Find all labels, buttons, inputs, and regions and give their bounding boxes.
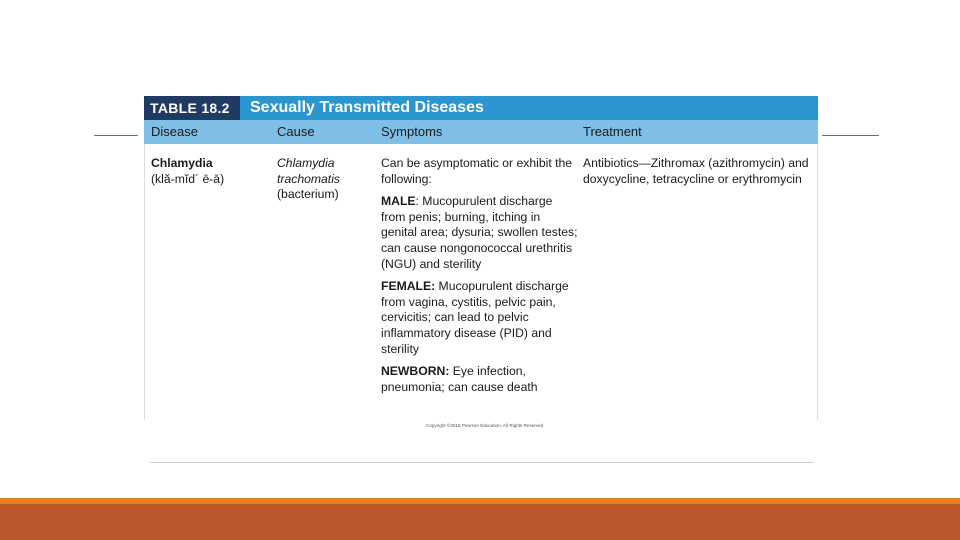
footer-band <box>0 504 960 540</box>
symptoms-male <box>381 194 579 272</box>
copyright-notice: Copyright ©2015 Pearson Education, All Rights Reserved <box>426 423 544 428</box>
cause-cell <box>277 156 377 203</box>
newborn-label: NEWBORN: <box>381 364 450 379</box>
table-title: Sexually Transmitted Diseases <box>250 99 484 116</box>
symptoms-female <box>381 279 579 357</box>
table-row <box>144 144 818 420</box>
female-text: Mucopurulent discharge from vagina, cystitis, pelvic pain, cervicitis; can lead to pelvic inflammatory disease (PID) and sterility <box>381 279 569 356</box>
header-disease: Disease <box>151 124 198 139</box>
disease-cell <box>151 156 271 187</box>
cause-type: (bacterium) <box>277 187 339 202</box>
male-label: MALE <box>381 194 416 209</box>
header-treatment: Treatment <box>583 124 642 139</box>
table-bottom-rule <box>150 462 814 463</box>
newborn-text: Eye infection, pneumonia; can cause death <box>381 364 538 394</box>
female-label: FEMALE: <box>381 279 436 294</box>
cause-genus: Chlamydia <box>277 156 335 170</box>
table-number-label: TABLE 18.2 <box>144 96 240 120</box>
treatment-cell: Antibiotics—Zithromax (azithromycin) and doxycycline, tetracycline or erythromycin <box>583 156 809 186</box>
std-table-figure <box>144 96 818 420</box>
symptoms-cell <box>381 156 579 402</box>
table-title-bar <box>144 96 818 120</box>
symptoms-intro: Can be asymptomatic or exhibit the following: <box>381 156 573 186</box>
header-symptoms: Symptoms <box>381 124 443 139</box>
table-header-row <box>144 120 818 144</box>
symptoms-newborn <box>381 364 579 395</box>
decorative-rule-right <box>822 135 879 136</box>
disease-pronunciation: (klă-mĭd´ ē-ā) <box>151 171 225 186</box>
header-cause: Cause <box>277 124 315 139</box>
cause-species: trachomatis <box>277 171 340 186</box>
decorative-rule-left <box>94 135 138 136</box>
male-text: : Mucopurulent discharge from penis; burning, itching in genital area; dysuria; swollen testes; can cause nongonococcal urethritis (NGU) and sterility <box>381 194 578 271</box>
disease-name: Chlamydia <box>151 156 213 170</box>
